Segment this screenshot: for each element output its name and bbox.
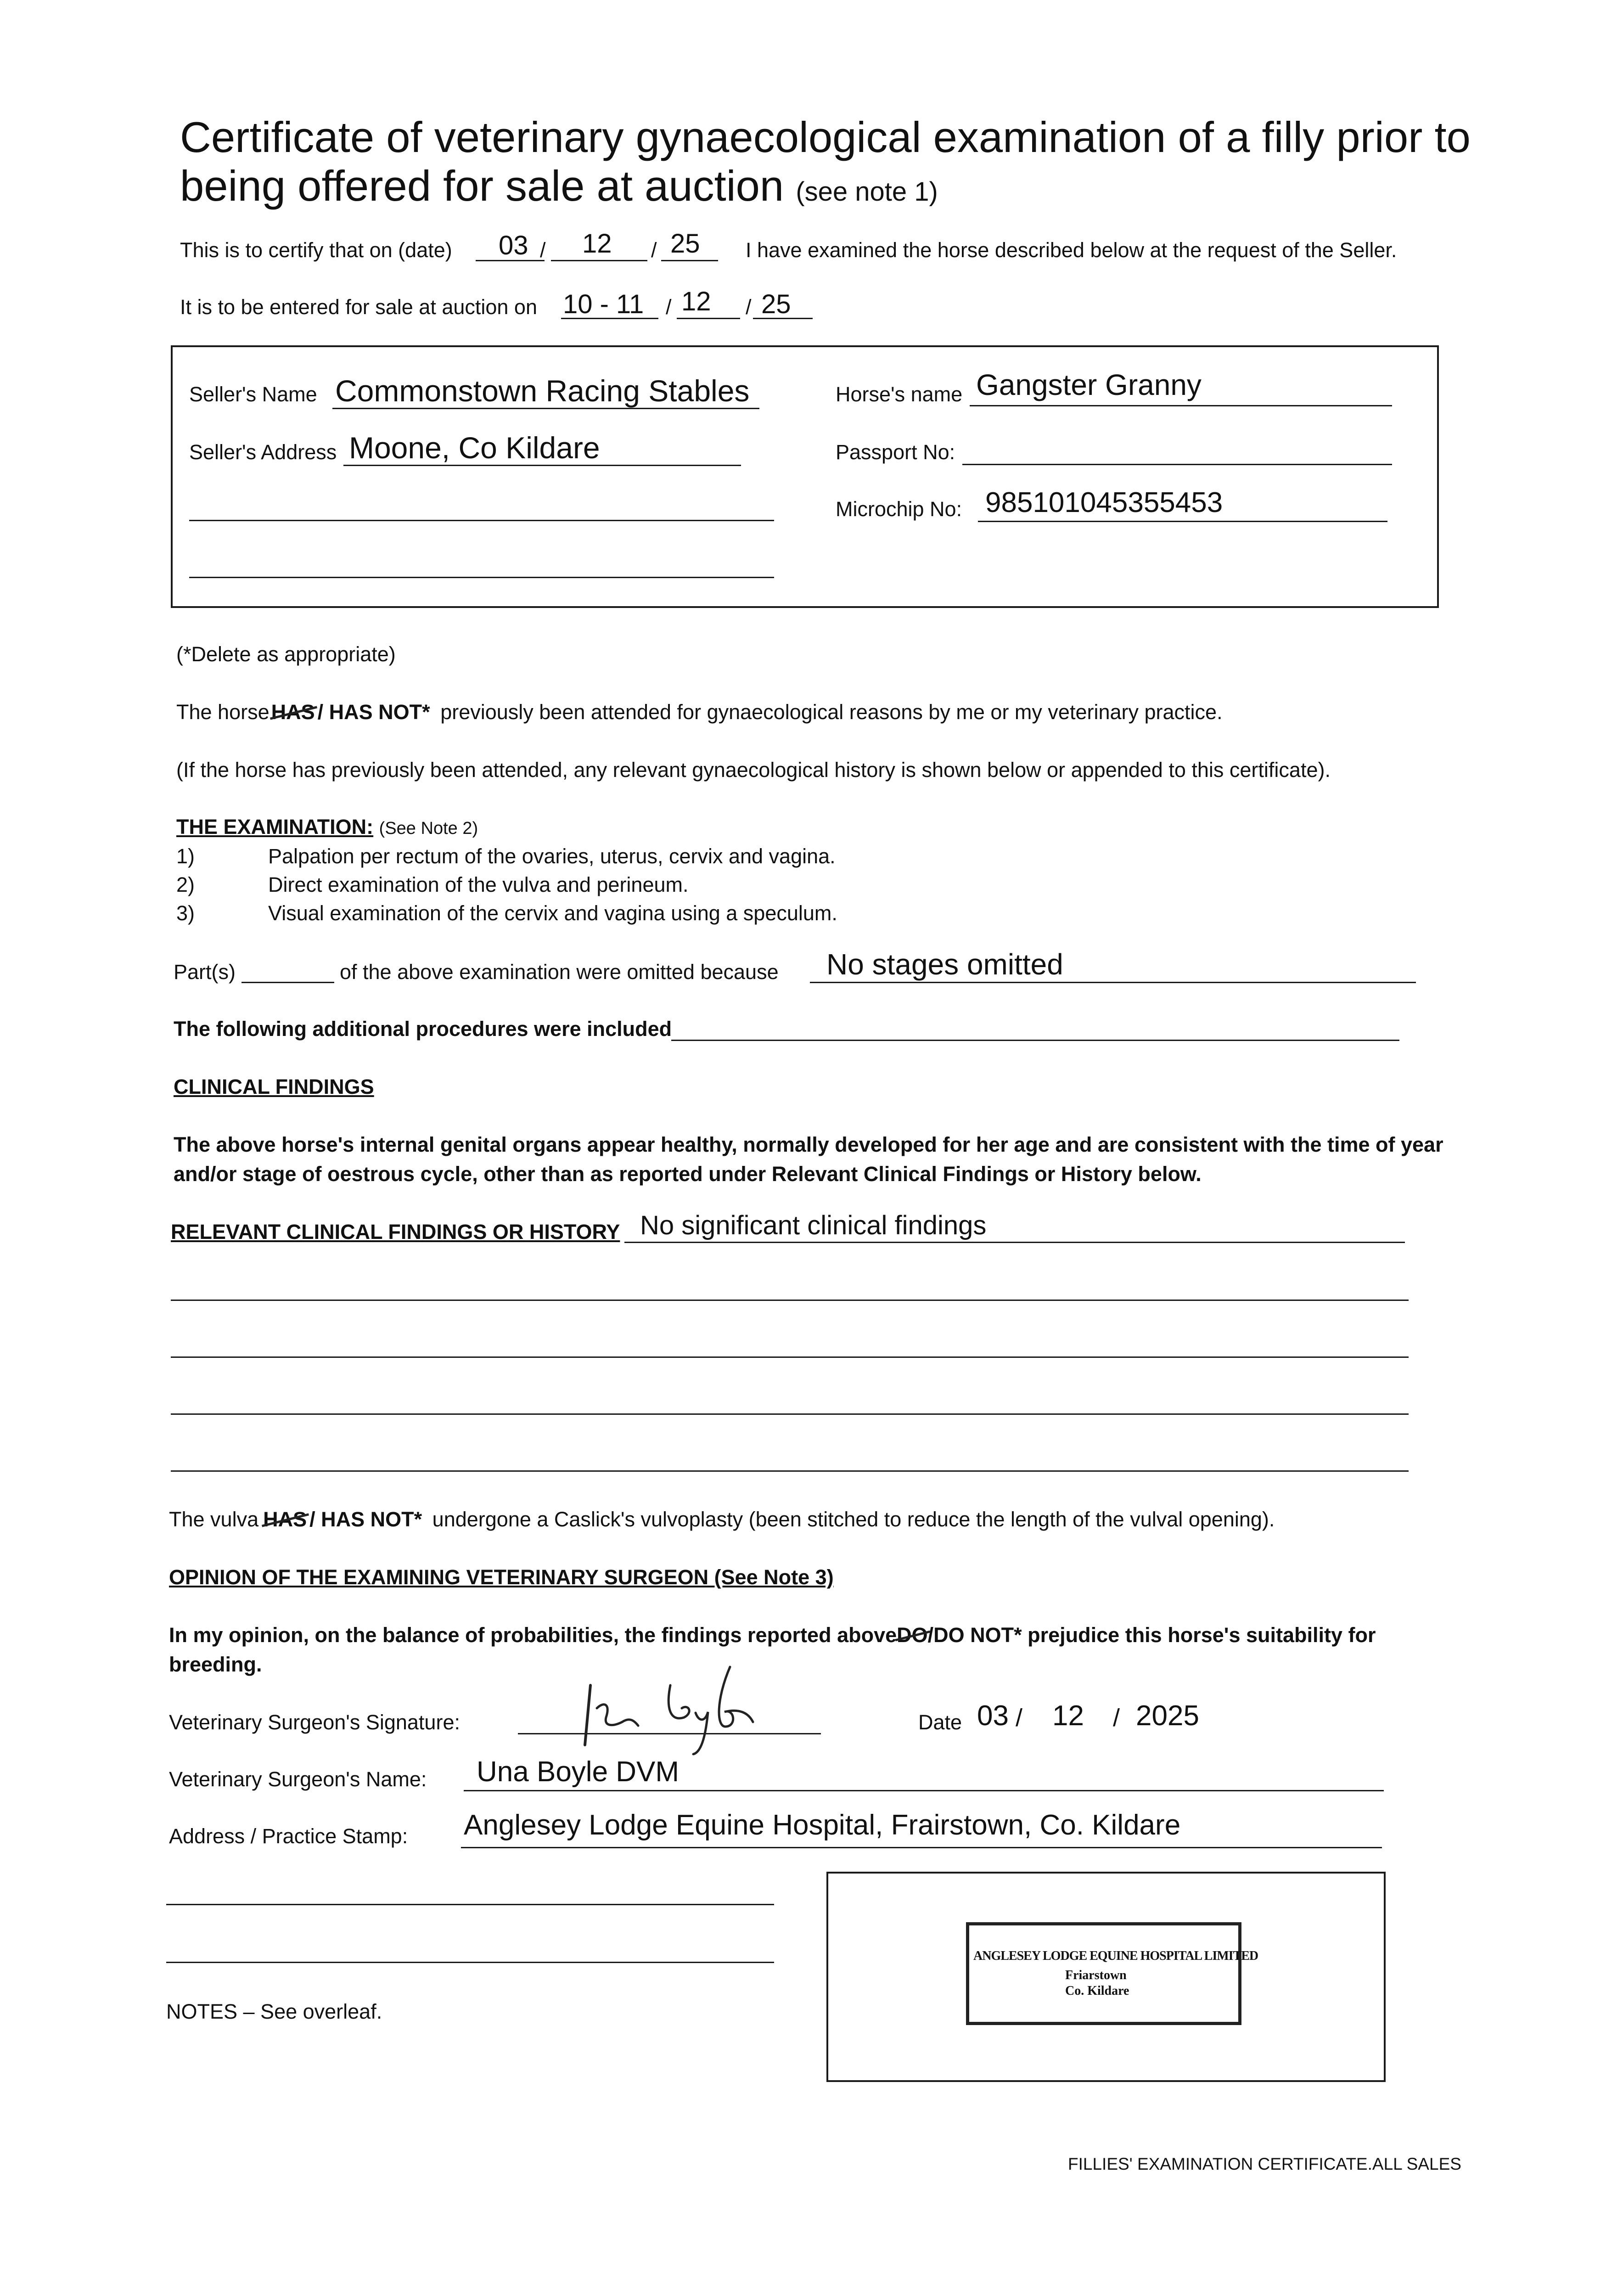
auction-year: 25 bbox=[761, 289, 791, 319]
auction-sep-1: / bbox=[666, 295, 672, 319]
passport-label: Passport No: bbox=[836, 440, 955, 464]
certify-prefix: This is to certify that on (date) bbox=[180, 238, 452, 262]
title-note: (see note 1) bbox=[796, 177, 938, 207]
opinion-line-1-prefix: In my opinion, on the balance of probabilities, the findings reported above bbox=[169, 1623, 897, 1647]
microchip-line bbox=[978, 521, 1387, 522]
delete-note: (*Delete as appropriate) bbox=[176, 642, 396, 666]
signature-drawing bbox=[578, 1658, 771, 1759]
footer-label: FILLIES' EXAMINATION CERTIFICATE.ALL SALES bbox=[1068, 2155, 1461, 2173]
vulva-has-not: / HAS NOT* bbox=[309, 1508, 422, 1531]
title-line-1: Certificate of veterinary gynaecological examination of a filly prior to bbox=[180, 113, 1471, 161]
clinical-heading: CLINICAL FINDINGS bbox=[174, 1075, 374, 1098]
exam-item-2-num: 2) bbox=[176, 873, 195, 896]
auction-sep-2: / bbox=[746, 295, 752, 319]
surgeon-name-label: Veterinary Surgeon's Name: bbox=[169, 1767, 427, 1791]
findings-line-2 bbox=[171, 1300, 1409, 1301]
microchip-label: Microchip No: bbox=[836, 497, 962, 521]
certify-sep-2: / bbox=[651, 238, 657, 262]
examination-heading-note: (See Note 2) bbox=[379, 819, 478, 838]
certify-sep-1: / bbox=[540, 238, 546, 262]
clinical-statement-line-2: and/or stage of oestrous cycle, other than as reported under Relevant Clinical Findings or History below. bbox=[174, 1162, 1202, 1186]
additional-procedures-line bbox=[671, 1040, 1399, 1041]
surgeon-address-label: Address / Practice Stamp: bbox=[169, 1824, 408, 1848]
certify-month-line bbox=[551, 260, 647, 261]
signature-date-sep-2: / bbox=[1113, 1704, 1120, 1732]
history-note: (If the horse has previously been attended, any relevant gynaecological history is shown below or appended to this certificate). bbox=[176, 758, 1331, 782]
vulva-suffix: undergone a Caslick's vulvoplasty (been stitched to reduce the length of the vulval opening). bbox=[432, 1508, 1275, 1531]
stamp-line-3: Co. Kildare bbox=[1065, 1984, 1129, 1998]
seller-name-label: Seller's Name bbox=[189, 383, 317, 406]
findings-line-3 bbox=[171, 1356, 1409, 1358]
signature-month: 12 bbox=[1052, 1700, 1084, 1732]
auction-month-line bbox=[677, 318, 740, 319]
vulva-prefix: The vulva bbox=[169, 1508, 259, 1531]
parts-middle: of the above examination were omitted because bbox=[340, 960, 779, 984]
exam-item-3-text: Visual examination of the cervix and vagina using a speculum. bbox=[268, 901, 837, 925]
seller-address-label: Seller's Address bbox=[189, 440, 337, 464]
surgeon-address-line bbox=[461, 1847, 1382, 1848]
attended-has-not: / HAS NOT* bbox=[317, 700, 430, 724]
exam-item-1-num: 1) bbox=[176, 844, 195, 868]
signature-label: Veterinary Surgeon's Signature: bbox=[169, 1711, 460, 1734]
surgeon-address: Anglesey Lodge Equine Hospital, Frairstown, Co. Kildare bbox=[464, 1809, 1181, 1841]
relevant-findings-value: No significant clinical findings bbox=[640, 1210, 987, 1240]
date-label: Date bbox=[918, 1711, 962, 1734]
auction-month: 12 bbox=[681, 287, 711, 316]
relevant-findings-label: RELEVANT CLINICAL FINDINGS OR HISTORY bbox=[171, 1220, 620, 1244]
attended-suffix: previously been attended for gynaecological reasons by me or my veterinary practice. bbox=[440, 700, 1223, 724]
signature-date-sep-1: / bbox=[1016, 1704, 1023, 1732]
exam-item-3-num: 3) bbox=[176, 901, 195, 925]
seller-name-line bbox=[332, 408, 759, 409]
relevant-findings-line bbox=[624, 1242, 1405, 1243]
clinical-statement-line-1: The above horse's internal genital organs appear healthy, normally developed for her age and are consistent with the time of year bbox=[174, 1133, 1443, 1156]
horse-name-line bbox=[970, 405, 1392, 406]
certify-suffix: I have examined the horse described below at the request of the Seller. bbox=[746, 238, 1397, 262]
certify-year: 25 bbox=[670, 229, 700, 259]
seller-address: Moone, Co Kildare bbox=[349, 431, 600, 465]
opinion-heading: OPINION OF THE EXAMINING VETERINARY SURGEON (See Note 3) bbox=[169, 1565, 834, 1589]
certify-day: 03 bbox=[499, 231, 528, 260]
attended-prefix: The horse bbox=[176, 700, 270, 724]
address-line-3 bbox=[166, 1962, 774, 1963]
title-line-2-text: being offered for sale at auction bbox=[180, 162, 784, 210]
passport-line bbox=[962, 464, 1392, 465]
seller-address-line-2 bbox=[189, 520, 774, 521]
horse-name: Gangster Granny bbox=[976, 368, 1202, 401]
findings-line-5 bbox=[171, 1470, 1409, 1472]
seller-address-line-3 bbox=[189, 577, 774, 578]
opinion-line-1 bbox=[169, 1625, 1376, 1645]
omitted-reason: No stages omitted bbox=[826, 948, 1063, 981]
vulva-has-struck: HAS bbox=[263, 1508, 307, 1531]
seller-address-line bbox=[343, 465, 741, 466]
signature-year: 2025 bbox=[1136, 1700, 1199, 1732]
notes: NOTES – See overleaf. bbox=[166, 2000, 382, 2023]
microchip-value: 985101045355453 bbox=[985, 487, 1223, 518]
stamp-line-1: ANGLESEY LODGE EQUINE HOSPITAL LIMITED bbox=[973, 1949, 1258, 1963]
examination-heading-text: THE EXAMINATION: bbox=[176, 815, 374, 838]
opinion-line-1-suffix: /DO NOT* prejudice this horse's suitability for bbox=[927, 1623, 1376, 1647]
surgeon-name: Una Boyle DVM bbox=[477, 1756, 680, 1788]
attended-line bbox=[176, 702, 1223, 722]
findings-line-4 bbox=[171, 1413, 1409, 1415]
address-line-2 bbox=[166, 1904, 774, 1905]
examination-heading bbox=[176, 816, 478, 837]
parts-prefix: Part(s) bbox=[174, 960, 236, 984]
title-line-2 bbox=[180, 164, 938, 208]
opinion-do-struck: DO bbox=[897, 1623, 928, 1647]
auction-days: 10 - 11 bbox=[563, 289, 644, 319]
certify-year-line bbox=[661, 260, 718, 261]
attended-has-struck: HAS bbox=[271, 700, 315, 724]
parts-line bbox=[241, 982, 334, 983]
seller-name: Commonstown Racing Stables bbox=[335, 374, 750, 408]
exam-item-2-text: Direct examination of the vulva and perineum. bbox=[268, 873, 689, 896]
surgeon-name-line bbox=[464, 1790, 1384, 1791]
opinion-line-2: breeding. bbox=[169, 1653, 262, 1676]
vulva-line bbox=[169, 1509, 1275, 1530]
horse-name-label: Horse's name bbox=[836, 383, 963, 406]
stamp-line-2: Friarstown bbox=[1065, 1968, 1127, 1982]
additional-procedures-label: The following additional procedures were included bbox=[174, 1017, 672, 1041]
auction-prefix: It is to be entered for sale at auction on bbox=[180, 295, 537, 319]
exam-item-1-text: Palpation per rectum of the ovaries, uterus, cervix and vagina. bbox=[268, 844, 836, 868]
omitted-reason-line bbox=[810, 982, 1416, 983]
certify-month: 12 bbox=[582, 229, 612, 259]
signature-day: 03 bbox=[977, 1700, 1009, 1732]
